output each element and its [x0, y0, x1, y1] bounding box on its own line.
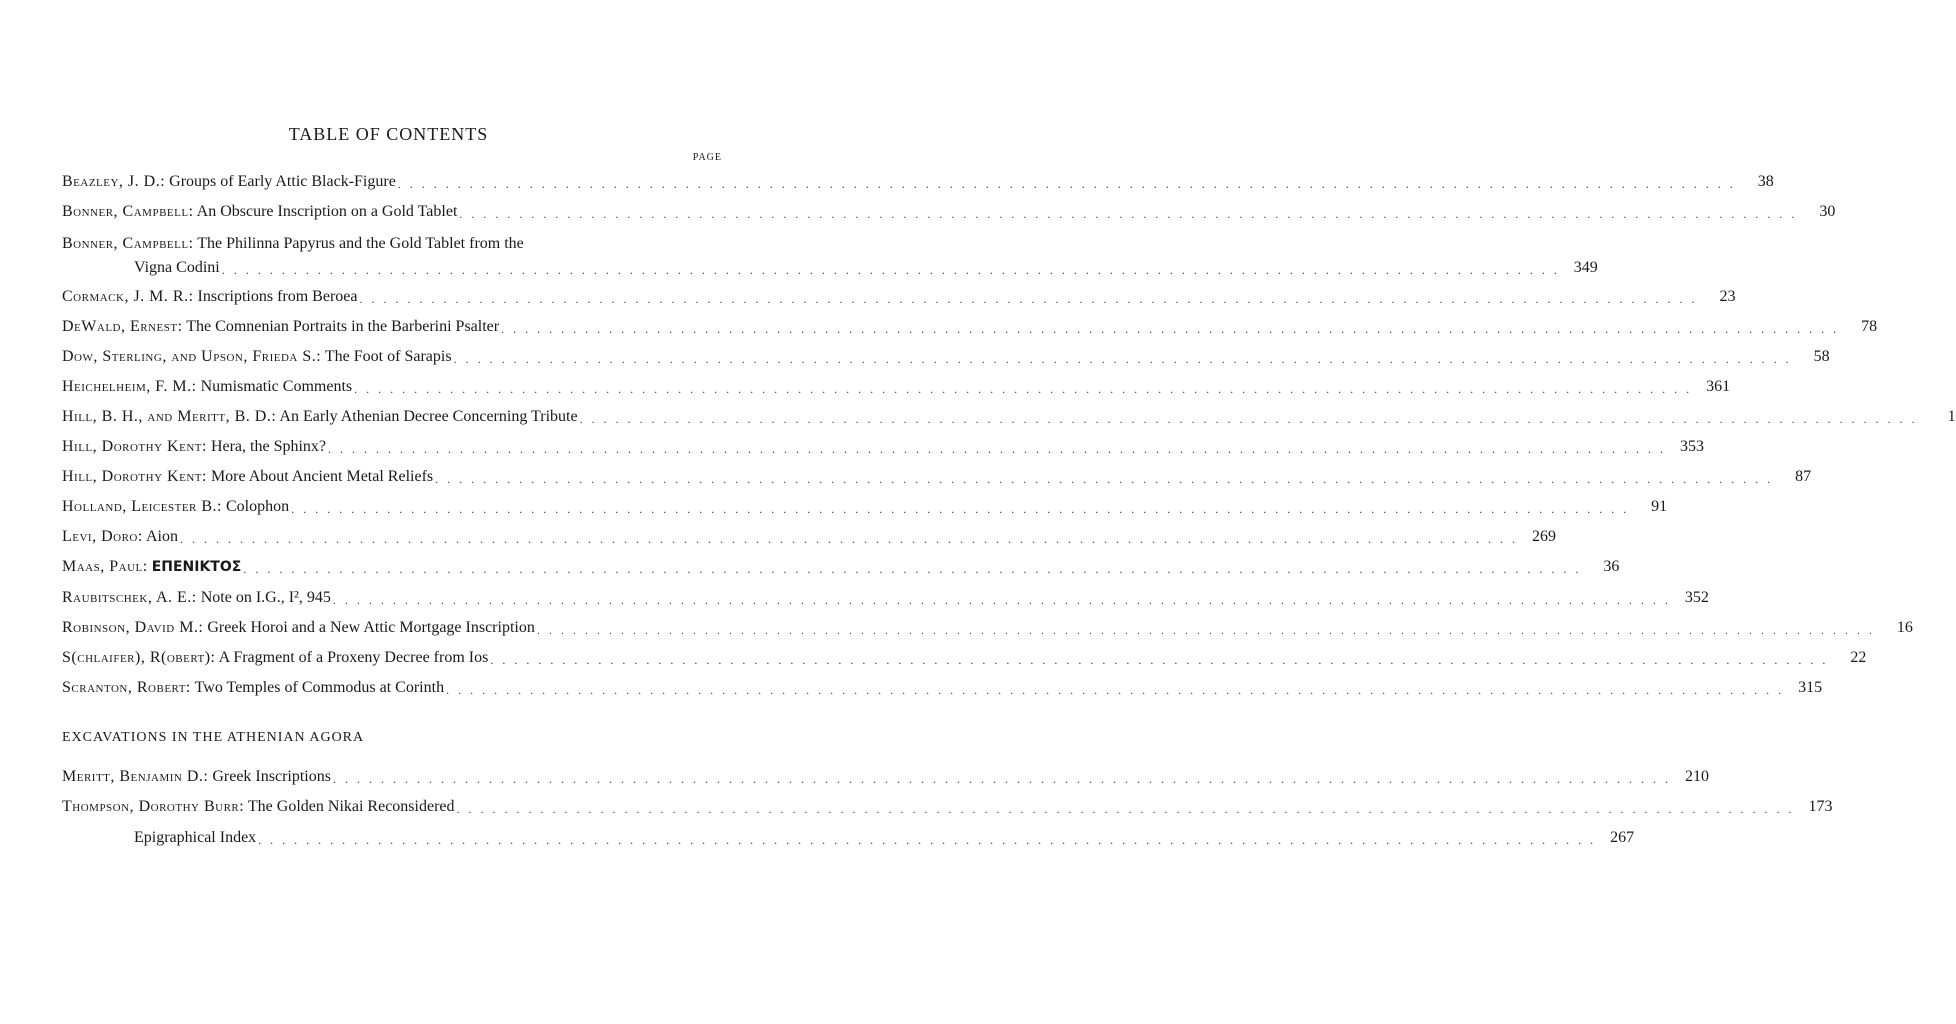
entry-author: Hill, Dorothy Kent: [62, 438, 207, 455]
entry-title: The Comnenian Portraits in the Barberini Psalter [186, 318, 500, 335]
dot-leader: . . . . . . . . . . . . . . . . . . . . . . . . . . . . . . . . . . . . . . . . . . . . . . . . . . . . . . . . . . . . . . . . . . . . . . . . . . . . . . . . . . . . . . . . . . . . . . . . . . . . . . . . . . . . . . . . [459, 207, 1798, 221]
entry-page: 361 [1706, 378, 1731, 395]
page-column-label: PAGE [692, 152, 722, 163]
entry-author: Beazley, J. D.: [62, 173, 166, 190]
entry-page: 78 [1861, 318, 1878, 335]
dot-leader: . . . . . . . . . . . . . . . . . . . . . . . . . . . . . . . . . . . . . . . . . . . . . . . . . . . . . . . . . . . . . . . . . . . . . . . . . . . . . . . . . . . . . . . . . . . . . . . . . . . . . . . . . . . . . . . . [179, 532, 1518, 546]
entry-page: 23 [1719, 288, 1736, 305]
entry-title: A Fragment of a Proxeny Decree from Ios [218, 649, 489, 666]
dot-leader: . . . . . . . . . . . . . . . . . . . . . . . . . . . . . . . . . . . . . . . . . . . . . . . . . . . . . . . . . . . . . . . . . . . . . . . . . . . . . . . . . . . . . . . . . . . . . . . . . . . . . . . . . . . . . . . . [453, 352, 1792, 366]
entry-author: Maas, Paul: [62, 558, 148, 575]
entry-page: 22 [1850, 649, 1867, 666]
dot-leader: . . . . . . . . . . . . . . . . . . . . . . . . . . . . . . . . . . . . . . . . . . . . . . . . . . . . . . . . . . . . . . . . . . . . . . . . . . . . . . . . . . . . . . . . . . . . . . . . . . . . . . . . . . . . . . . . [397, 177, 1736, 191]
toc-entry [62, 495, 1668, 519]
toc-entry [62, 232, 1598, 280]
entry-page: 349 [1573, 259, 1598, 276]
dot-leader: . . . . . . . . . . . . . . . . . . . . . . . . . . . . . . . . . . . . . . . . . . . . . . . . . . . . . . . . . . . . . . . . . . . . . . . . . . . . . . . . . . . . . . . . . . . . . . . . . . . . . . . . . . . . . . . . [501, 322, 1840, 336]
entry-author: Robinson, David M.: [62, 619, 204, 636]
entry-title: Greek Horoi and a New Attic Mortgage Inscription [207, 619, 535, 636]
entry-page: 315 [1798, 679, 1823, 696]
dot-leader: . . . . . . . . . . . . . . . . . . . . . . . . . . . . . . . . . . . . . . . . . . . . . . . . . . . . . . . . . . . . . . . . . . . . . . . . . . . . . . . . . . . . . . . . . . . . . . . . . . . . . . . . . . . . . . . . [221, 263, 1560, 277]
entry-page: 16 [1896, 619, 1913, 636]
entry-page: 352 [1684, 589, 1709, 606]
entry-title: The Philinna Papyrus and the Gold Tablet from the [197, 235, 524, 252]
dot-leader: . . . . . . . . . . . . . . . . . . . . . . . . . . . . . . . . . . . . . . . . . . . . . . . . . . . . . . . . . . . . . . . . . . . . . . . . . . . . . . . . . . . . . . . . . . . . . . . . . . . . . . . . . . . . . . . . [490, 653, 1829, 667]
entry-author: Bonner, Campbell: [62, 235, 194, 252]
entry-page: 30 [1819, 203, 1836, 220]
dot-leader: . . . . . . . . . . . . . . . . . . . . . . . . . . . . . . . . . . . . . . . . . . . . . . . . . . . . . . . . . . . . . . . . . . . . . . . . . . . . . . . . . . . . . . . . . . . . . . . . . . . . . . . . . . . . . . . . [456, 802, 1795, 816]
entry-page: 267 [1610, 829, 1635, 846]
entry-title: Groups of Early Attic Black-Figure [169, 173, 396, 190]
toc-entry [62, 586, 1709, 610]
dot-leader: . . . . . . . . . . . . . . . . . . . . . . . . . . . . . . . . . . . . . . . . . . . . . . . . . . . . . . . . . . . . . . . . . . . . . . . . . . . . . . . . . . . . . . . . . . . . . . . . . . . . . . . . . . . . . . . . [328, 442, 1667, 456]
dot-leader: . . . . . . . . . . . . . . . . . . . . . . . . . . . . . . . . . . . . . . . . . . . . . . . . . . . . . . . . . . . . . . . . . . . . . . . . . . . . . . . . . . . . . . . . . . . . . . . . . . . . . . . . . . . . . . . . [243, 562, 1582, 576]
dot-leader: . . . . . . . . . . . . . . . . . . . . . . . . . . . . . . . . . . . . . . . . . . . . . . . . . . . . . . . . . . . . . . . . . . . . . . . . . . . . . . . . . . . . . . . . . . . . . . . . . . . . . . . . . . . . . . . . [579, 412, 1918, 426]
dot-leader: . . . . . . . . . . . . . . . . . . . . . . . . . . . . . . . . . . . . . . . . . . . . . . . . . . . . . . . . . . . . . . . . . . . . . . . . . . . . . . . . . . . . . . . . . . . . . . . . . . . . . . . . . . . . . . . . [354, 382, 1693, 396]
entry-author: DeWald, Ernest: [62, 318, 183, 335]
entry-title: Epigraphical Index [134, 829, 257, 846]
entry-author: Bonner, Campbell: [62, 203, 194, 220]
entry-title: More About Ancient Metal Reliefs [210, 468, 434, 485]
entry-title: Aion [145, 528, 178, 545]
entry-author: Levi, Doro: [62, 528, 143, 545]
dot-leader: . . . . . . . . . . . . . . . . . . . . . . . . . . . . . . . . . . . . . . . . . . . . . . . . . . . . . . . . . . . . . . . . . . . . . . . . . . . . . . . . . . . . . . . . . . . . . . . . . . . . . . . . . . . . . . . . [332, 593, 1671, 607]
entry-page: 87 [1795, 468, 1812, 485]
toc-entry [62, 170, 1774, 194]
entry-title: The Golden Nikai Reconsidered [247, 798, 455, 815]
entry-page: 36 [1603, 558, 1620, 575]
toc-entry [62, 646, 1867, 670]
toc-entry [62, 375, 1731, 399]
toc-entry [62, 555, 1620, 579]
entry-page: 91 [1651, 498, 1668, 515]
section-heading: EXCAVATIONS IN THE ATHENIAN AGORA [62, 730, 365, 745]
dot-leader: . . . . . . . . . . . . . . . . . . . . . . . . . . . . . . . . . . . . . . . . . . . . . . . . . . . . . . . . . . . . . . . . . . . . . . . . . . . . . . . . . . . . . . . . . . . . . . . . . . . . . . . . . . . . . . . . [435, 472, 1774, 486]
toc-entry [62, 315, 1878, 339]
entry-author: Thompson, Dorothy Burr: [62, 798, 245, 815]
dot-leader: . . . . . . . . . . . . . . . . . . . . . . . . . . . . . . . . . . . . . . . . . . . . . . . . . . . . . . . . . . . . . . . . . . . . . . . . . . . . . . . . . . . . . . . . . . . . . . . . . . . . . . . . . . . . . . . . [446, 683, 1785, 697]
toc-entry [62, 405, 1956, 429]
entry-author: Hill, B. H., and Meritt, B. D.: [62, 408, 277, 425]
entry-page: 269 [1531, 528, 1556, 545]
entry-title: Greek Inscriptions [212, 768, 331, 785]
entry-title: Colophon [226, 498, 290, 515]
toc-entry [62, 765, 1709, 789]
entry-author: S(chlaifer), R(obert): [62, 649, 216, 666]
page-title: TABLE OF CONTENTS [288, 124, 489, 144]
entry-author: Meritt, Benjamin D.: [62, 768, 209, 785]
entry-author: Raubitschek, A. E.: [62, 589, 197, 606]
dot-leader: . . . . . . . . . . . . . . . . . . . . . . . . . . . . . . . . . . . . . . . . . . . . . . . . . . . . . . . . . . . . . . . . . . . . . . . . . . . . . . . . . . . . . . . . . . . . . . . . . . . . . . . . . . . . . . . . [359, 292, 1698, 306]
toc-entry [62, 285, 1736, 309]
dot-leader: . . . . . . . . . . . . . . . . . . . . . . . . . . . . . . . . . . . . . . . . . . . . . . . . . . . . . . . . . . . . . . . . . . . . . . . . . . . . . . . . . . . . . . . . . . . . . . . . . . . . . . . . . . . . . . . . [258, 833, 1597, 847]
entry-title: ΕΠΕΝΙΚΤΟΣ [151, 559, 242, 575]
entry-author: Hill, Dorothy Kent: [62, 468, 207, 485]
toc-entry [62, 826, 1635, 850]
entry-title: Numismatic Comments [200, 378, 353, 395]
entry-page: 353 [1680, 438, 1705, 455]
entry-page: 173 [1808, 798, 1833, 815]
toc-entry [62, 435, 1705, 459]
toc-entry [62, 345, 1830, 369]
entry-page: 38 [1757, 173, 1774, 190]
entry-title: Two Temples of Commodus at Corinth [194, 679, 445, 696]
entry-author: Scranton, Robert: [62, 679, 191, 696]
entry-title: Hera, the Sphinx? [210, 438, 327, 455]
dot-leader: . . . . . . . . . . . . . . . . . . . . . . . . . . . . . . . . . . . . . . . . . . . . . . . . . . . . . . . . . . . . . . . . . . . . . . . . . . . . . . . . . . . . . . . . . . . . . . . . . . . . . . . . . . . . . . . . [536, 623, 1875, 637]
entry-title: Note on I.G., I², 945 [200, 589, 331, 606]
toc-entry [62, 525, 1556, 549]
entry-page: 1 [1947, 408, 1956, 425]
entry-title-continued: Vigna Codini [134, 259, 220, 276]
entry-title: An Early Athenian Decree Concerning Tribute [279, 408, 578, 425]
toc-entry [62, 795, 1833, 819]
entry-author: Heichelheim, F. M.: [62, 378, 197, 395]
entry-author: Cormack, J. M. R.: [62, 288, 194, 305]
entry-author: Dow, Sterling, and Upson, Frieda S.: [62, 348, 322, 365]
dot-leader: . . . . . . . . . . . . . . . . . . . . . . . . . . . . . . . . . . . . . . . . . . . . . . . . . . . . . . . . . . . . . . . . . . . . . . . . . . . . . . . . . . . . . . . . . . . . . . . . . . . . . . . . . . . . . . . . [332, 772, 1671, 786]
entry-author: Holland, Leicester B.: [62, 498, 222, 515]
entry-title: The Foot of Sarapis [324, 348, 452, 365]
toc-entry [62, 200, 1836, 224]
dot-leader: . . . . . . . . . . . . . . . . . . . . . . . . . . . . . . . . . . . . . . . . . . . . . . . . . . . . . . . . . . . . . . . . . . . . . . . . . . . . . . . . . . . . . . . . . . . . . . . . . . . . . . . . . . . . . . . . [291, 502, 1630, 516]
toc-entry [62, 616, 1913, 640]
entry-title: Inscriptions from Beroea [197, 288, 358, 305]
entry-page: 58 [1813, 348, 1830, 365]
toc-entry [62, 676, 1823, 700]
entry-page: 210 [1684, 768, 1709, 785]
toc-entry [62, 465, 1812, 489]
entry-title: An Obscure Inscription on a Gold Tablet [196, 203, 458, 220]
